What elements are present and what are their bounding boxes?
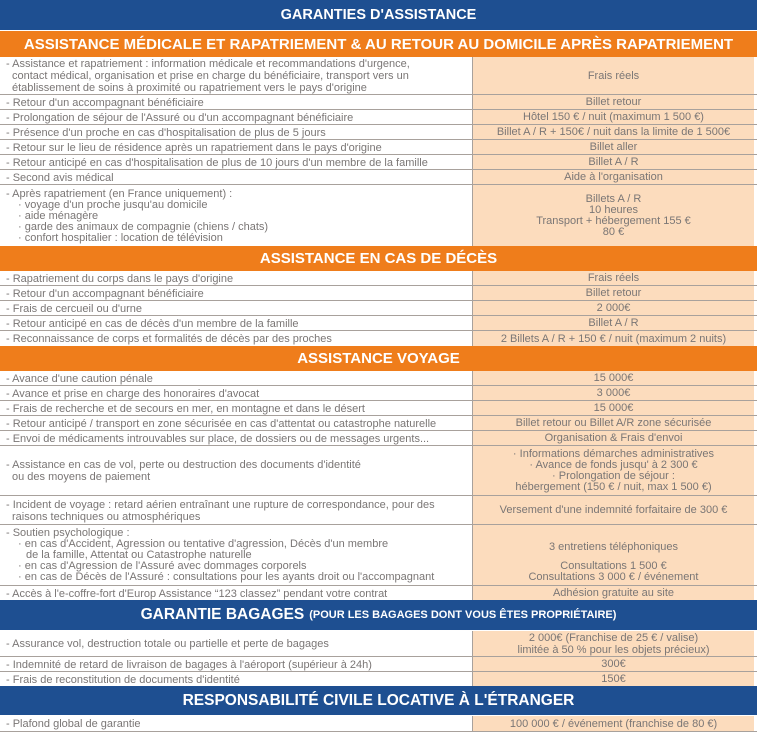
table-row	[0, 185, 757, 246]
table-row	[0, 271, 757, 286]
row-label	[0, 301, 473, 315]
row-label	[0, 431, 473, 445]
label-line: - Retour anticipé en cas d'hospitalisation de plus de 10 jours d'un membre de la famille	[6, 156, 428, 169]
label-line: - Avance et prise en charge des honoraires d'avocat	[6, 387, 260, 400]
label-line: - Assistance en cas de vol, perte ou destruction des documents d'identité	[6, 459, 361, 471]
row-label	[0, 125, 473, 139]
row-value	[473, 496, 757, 524]
label-line: - Indemnité de retard de livraison de bagages à l'aéroport (supérieur à 24h)	[6, 658, 372, 671]
table-row	[0, 316, 757, 331]
row-value	[473, 631, 757, 656]
table-row	[0, 672, 757, 686]
table-row	[0, 386, 757, 401]
label-line: - Frais de reconstitution de documents d'identité	[6, 673, 240, 686]
row-value	[473, 371, 757, 385]
table-row	[0, 331, 757, 346]
row-value	[473, 57, 757, 94]
label-line: · garde des animaux de compagnie (chiens / chats)	[18, 220, 269, 233]
row-value	[473, 586, 757, 600]
row-label	[0, 657, 473, 671]
label-line: raisons techniques ou atmosphériques	[12, 510, 201, 523]
row-label	[0, 57, 473, 94]
section-title: GARANTIE BAGAGES	[140, 606, 305, 623]
label-line: de la famille, Attentat ou Catastrophe naturelle	[26, 549, 252, 561]
row-value	[473, 170, 757, 184]
label-line: - Présence d'un proche en cas d'hospitalisation de plus de 5 jours	[6, 126, 326, 139]
section-title: ASSISTANCE MÉDICALE ET RAPATRIEMENT & AU RETOUR AU DOMICILE APRÈS RAPATRIEMENT	[23, 35, 734, 53]
row-value	[473, 525, 757, 585]
section-header-baggage	[0, 600, 757, 631]
row-label	[0, 286, 473, 300]
row-label	[0, 496, 473, 524]
label-line: contact médical, organisation et prise en charge du bénéficiaire, transport vers un	[12, 70, 409, 82]
row-label	[0, 716, 473, 731]
row-value	[473, 431, 757, 445]
label-line: - Frais de cercueil ou d'urne	[6, 302, 142, 315]
row-value	[473, 125, 757, 139]
row-label	[0, 155, 473, 169]
table-row	[0, 155, 757, 170]
value-line: 15 000€	[593, 402, 634, 414]
value-line: Billet retour ou Billet A/R zone sécurisée	[515, 417, 712, 429]
row-label	[0, 185, 473, 246]
label-line: · en cas de Décès de l'Assuré : consultations pour les ayants droit ou l'accompagnant	[18, 571, 435, 583]
table-row	[0, 446, 757, 496]
table-row	[0, 110, 757, 125]
table-title	[0, 0, 757, 31]
row-label	[0, 140, 473, 154]
label-line: - Incident de voyage : retard aérien entraînant une rupture de correspondance, pour des	[6, 498, 435, 511]
value-line: Consultations 3 000 € / événement	[528, 571, 699, 583]
value-line: Billet A / R + 150€ / nuit dans la limite de 1 500€	[496, 126, 731, 138]
row-label	[0, 586, 473, 600]
row-value	[473, 416, 757, 430]
label-line: - Frais de recherche et de secours en mer, en montagne et dans le désert	[6, 402, 365, 415]
table-row	[0, 401, 757, 416]
value-line: 15 000€	[593, 372, 634, 384]
table-row	[0, 716, 757, 732]
row-value	[473, 155, 757, 169]
row-label	[0, 371, 473, 385]
label-line: - Après rapatriement (en France uniquement) :	[6, 187, 233, 200]
value-line: Transport + hébergement 155 €	[536, 214, 691, 227]
table-row	[0, 125, 757, 140]
value-line: · Informations démarches administratives	[512, 447, 715, 460]
label-line: ou des moyens de paiement	[12, 471, 151, 483]
table-title-text: GARANTIES D'ASSISTANCE	[280, 7, 477, 23]
section-title: RESPONSABILITÉ CIVILE LOCATIVE À L'ÉTRANGER	[182, 691, 575, 709]
row-value	[473, 672, 757, 686]
label-line: - Assurance vol, destruction totale ou partielle et perte de bagages	[6, 638, 329, 650]
value-line: · Avance de fonds jusqu' à 2 300 €	[529, 458, 698, 471]
value-line: Frais réels	[587, 69, 640, 82]
row-value	[473, 401, 757, 415]
value-line: 2 000€	[596, 302, 631, 314]
value-line: Adhésion gratuite au site	[552, 587, 675, 599]
table-row	[0, 525, 757, 586]
value-line: Billet A / R	[588, 317, 639, 329]
row-value	[473, 657, 757, 671]
value-line: Consultations 1 500 €	[560, 560, 667, 572]
table-row	[0, 140, 757, 155]
value-line: Billet retour	[585, 96, 642, 108]
row-label	[0, 170, 473, 184]
label-line: - Prolongation de séjour de l'Assuré ou d'un accompagnant bénéficiaire	[6, 111, 354, 124]
section-title: ASSISTANCE VOYAGE	[297, 350, 460, 367]
value-line: 150€	[601, 673, 626, 685]
label-line: établissement de soins à proximité ou rapatriement vers le pays d'origine	[12, 82, 367, 94]
value-line: Hôtel 150 € / nuit (maximum 1 500 €)	[523, 111, 704, 123]
row-label	[0, 386, 473, 400]
table-row	[0, 586, 757, 600]
value-line: 10 heures	[589, 203, 638, 216]
value-line: · Prolongation de séjour :	[552, 469, 675, 482]
table-row	[0, 496, 757, 525]
label-line: - Retour sur le lieu de résidence après un rapatriement dans le pays d'origine	[6, 141, 382, 154]
label-line: - Assistance et rapatriement : information médicale et recommandations d'urgence,	[6, 58, 410, 70]
label-line: - Retour anticipé / transport en zone sécurisée en cas d'attentat ou catastrophe naturelle	[6, 417, 437, 430]
label-line: - Retour d'un accompagnant bénéficiaire	[6, 287, 204, 300]
table-row	[0, 431, 757, 446]
label-line: - Soutien psychologique :	[6, 527, 130, 539]
value-line: 80 €	[602, 225, 625, 238]
row-label	[0, 631, 473, 656]
label-line: - Envoi de médicaments introuvables sur place, de dossiers ou de messages urgents...	[6, 432, 430, 445]
label-line: · voyage d'un proche jusqu'au domicile	[18, 198, 208, 211]
row-label	[0, 446, 473, 495]
row-value	[473, 110, 757, 124]
row-label	[0, 401, 473, 415]
row-value	[473, 316, 757, 330]
value-line: Aide à l'organisation	[564, 171, 663, 183]
table-row	[0, 95, 757, 110]
value-line: Billet A / R	[588, 156, 639, 168]
label-line: · confort hospitalier : location de télévision	[18, 231, 223, 244]
value-line: Versement d'une indemnité forfaitaire de 300 €	[499, 504, 728, 516]
value-line: 3 entretiens téléphoniques	[548, 541, 679, 553]
table-row	[0, 57, 757, 95]
label-line: - Rapatriement du corps dans le pays d'origine	[6, 272, 234, 285]
section-header-liability	[0, 686, 757, 716]
value-line: 2 Billets A / R + 150 € / nuit (maximum 2 nuits)	[500, 332, 727, 345]
table-row	[0, 301, 757, 316]
label-line: - Retour d'un accompagnant bénéficiaire	[6, 96, 204, 109]
value-line: hébergement (150 € / nuit, max 1 500 €)	[515, 480, 712, 493]
value-line: Frais réels	[587, 272, 640, 284]
section-title: ASSISTANCE EN CAS DE DÉCÈS	[259, 250, 498, 267]
row-value	[473, 386, 757, 400]
label-line: · en cas d'Agression de l'Assuré avec dommages corporels	[18, 560, 307, 572]
row-label	[0, 331, 473, 346]
label-line: - Second avis médical	[6, 171, 114, 184]
table-row	[0, 657, 757, 672]
row-label	[0, 416, 473, 430]
row-value	[473, 185, 757, 246]
value-line: Billet aller	[589, 141, 638, 153]
value-line: Organisation & Frais d'envoi	[544, 432, 683, 444]
row-value	[473, 446, 757, 495]
section-subtitle: (POUR LES BAGAGES DONT VOUS ÊTES PROPRIÉTAIRE)	[309, 609, 617, 621]
row-value	[473, 271, 757, 285]
row-label	[0, 95, 473, 109]
section-header-medical	[0, 31, 757, 57]
table-row	[0, 416, 757, 431]
row-value	[473, 301, 757, 315]
value-line: Billets A / R	[585, 192, 642, 205]
value-line: limitée à 50 % pour les objets précieux)	[517, 643, 710, 656]
table-row	[0, 631, 757, 657]
table-row	[0, 286, 757, 301]
row-value	[473, 95, 757, 109]
row-label	[0, 316, 473, 330]
label-line: - Retour anticipé en cas de décès d'un membre de la famille	[6, 317, 299, 330]
row-value	[473, 286, 757, 300]
row-label	[0, 672, 473, 686]
section-header-travel	[0, 346, 757, 371]
value-line: 3 000€	[596, 387, 631, 399]
label-line: - Avance d'une caution pénale	[6, 372, 153, 385]
table-row	[0, 170, 757, 185]
label-line: - Reconnaissance de corps et formalités de décès par des proches	[6, 333, 332, 345]
row-value	[473, 716, 757, 731]
row-value	[473, 140, 757, 154]
section-header-death	[0, 246, 757, 271]
label-line: · aide ménagère	[18, 209, 99, 222]
label-line: - Plafond global de garantie	[6, 718, 141, 730]
value-line: 100 000 € / événement (franchise de 80 €)	[509, 717, 718, 730]
label-line: · en cas d'Accident, Agression ou tentative d'agression, Décès d'un membre	[18, 538, 389, 550]
row-label	[0, 110, 473, 124]
row-value	[473, 331, 757, 346]
label-line: - Accès à l'e-coffre-fort d'Europ Assistance “123 classez” pendant votre contrat	[6, 587, 388, 600]
value-line: 2 000€ (Franchise de 25 € / valise)	[528, 631, 699, 644]
row-label	[0, 271, 473, 285]
value-line: 300€	[601, 658, 626, 670]
table-row	[0, 371, 757, 386]
value-line: Billet retour	[585, 287, 642, 299]
row-label	[0, 525, 473, 585]
